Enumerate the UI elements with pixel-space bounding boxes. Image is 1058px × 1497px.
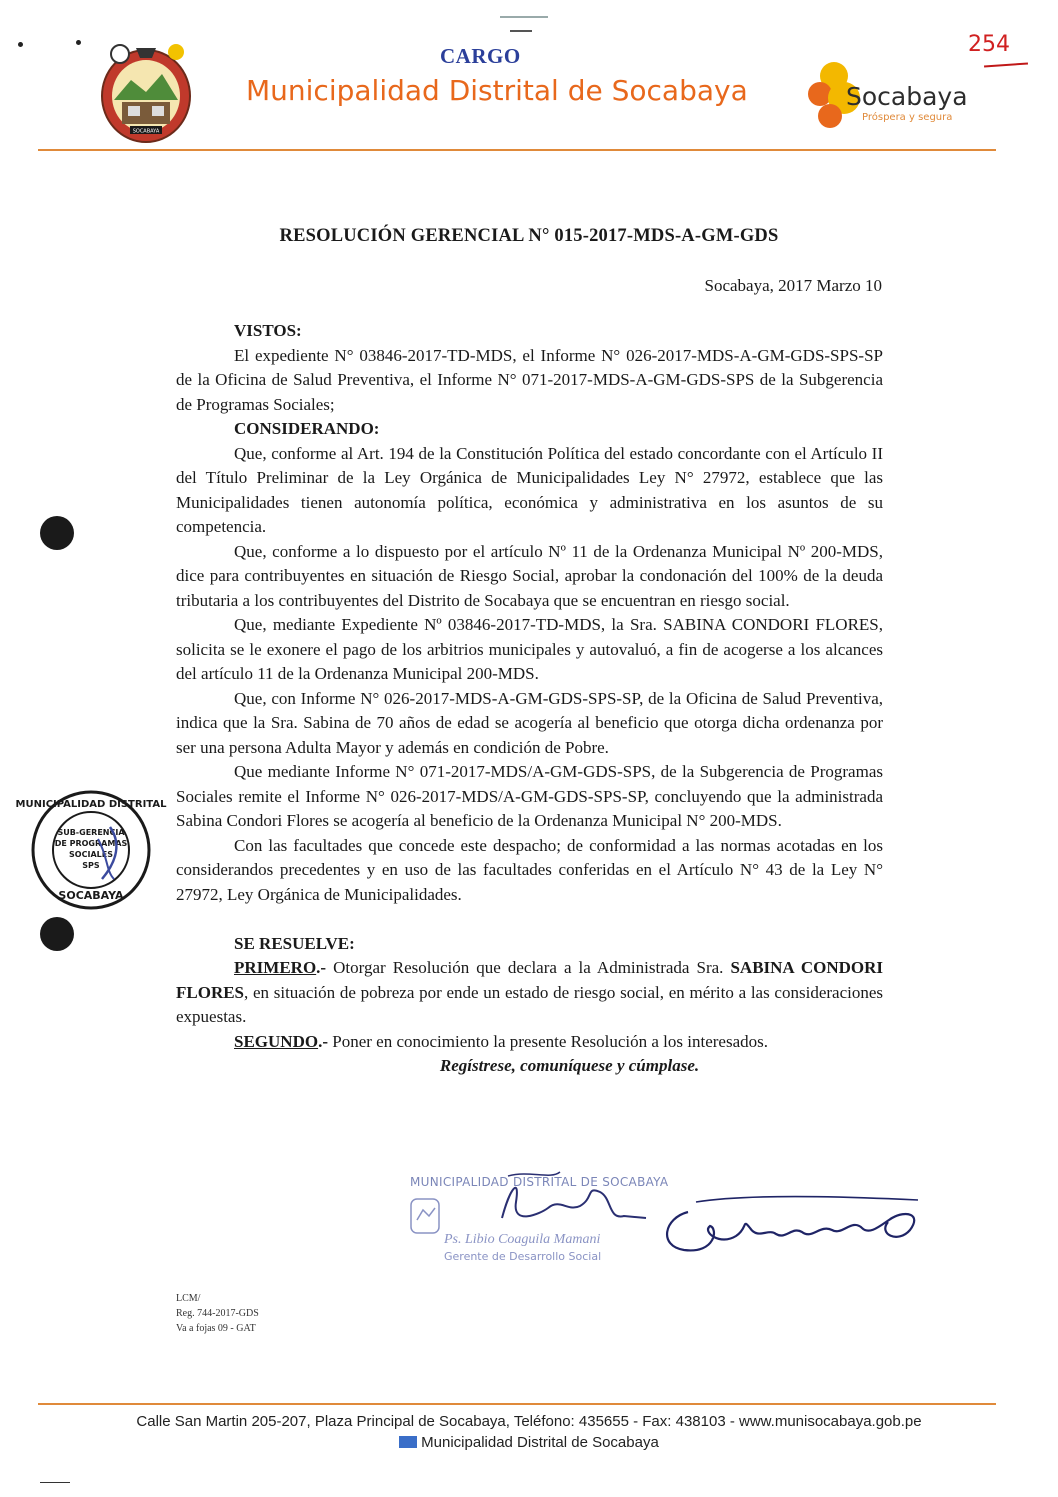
svg-text:SOCABAYA: SOCABAYA	[58, 889, 124, 902]
scan-mark	[76, 40, 81, 45]
considerando-paragraph: Que, conforme a lo dispuesto por el artículo Nº 11 de la Ordenanza Municipal Nº 200-MDS, dice para contribuyentes en situación de Riesgo Social, aprobar la condonación del 100% de la deuda tributaria a los contribuyentes del Distrito de Socabaya que se encuentran en riesgo social.	[176, 541, 883, 610]
document-body	[176, 319, 883, 1079]
scan-mark	[510, 30, 532, 32]
considerando-paragraph: Con las facultades que concede este despacho; de conformidad a las normas acotadas en los considerandos precedentes y en uso de las facultades conferidas en el Artículo N° 43 de la Ley N° 27972, Ley Orgánica de Municipalidades.	[176, 835, 883, 904]
municipal-crest-icon	[96, 40, 196, 146]
signatory-role: Gerente de Desarrollo Social	[444, 1250, 602, 1263]
signature-scribble-manager	[490, 1168, 650, 1238]
segundo-sep: .-	[318, 1031, 333, 1051]
considerando-paragraph: Que, mediante Expediente Nº 03846-2017-TD-MDS, la Sra. SABINA CONDORI FLORES, solicita se le exonere el pago de los arbitrios municipales y autovaluó, a fin de acogerse a los alcances del artículo 11 de la Ordenanza Municipal 200-MDS.	[176, 615, 883, 683]
facebook-icon	[399, 1436, 417, 1448]
reference-line: Va a fojas 09 - GAT	[176, 1323, 256, 1334]
svg-text:SPS: SPS	[82, 861, 100, 870]
resuelve-heading: SE RESUELVE:	[234, 933, 355, 953]
signature-recipient	[656, 1188, 936, 1268]
footer-org	[0, 1434, 1058, 1451]
svg-text:MUNICIPALIDAD DISTRITAL: MUNICIPALIDAD DISTRITAL	[15, 799, 167, 810]
signature-stamp-text: MUNICIPALIDAD DISTRITAL DE SOCABAYA	[410, 1175, 669, 1189]
footer-org-text: Municipalidad Distrital de Socabaya	[421, 1434, 659, 1451]
svg-text:SOCABAYA: SOCABAYA	[132, 128, 160, 135]
footer-address: Calle San Martin 205-207, Plaza Principal de Socabaya, Teléfono: 435655 - Fax: 438103 - www.munisocabaya.gob.pe	[136, 1413, 922, 1430]
document-date: Socabaya, 2017 Marzo 10	[704, 276, 882, 295]
considerando-paragraph: Que mediante Informe N° 071-2017-MDS/A-GM-GDS-SPS, de la Subgerencia de Programas Sociales remite el Informe N° 026-2017-MDS/A-GM-GDS-SPS-SP, concluyendo que la administrada Sabina Condori Flores se acogería al beneficio de la Ordenanza Municipal N° 200-MDS.	[176, 762, 883, 830]
punch-hole	[40, 917, 74, 951]
considerando-heading: CONSIDERANDO:	[234, 419, 380, 438]
considerando-paragraph: Que, conforme al Art. 194 de la Constitución Política del estado concordante con el Artículo II del Título Preliminar de la Ley Orgánica de Municipalidades Ley N° 27972, establece que las Municipalidades tienen autonomía política, económica y administrativa en los asuntos de su competencia.	[176, 443, 883, 536]
primero-article	[176, 956, 883, 1030]
page-number-underline	[984, 62, 1028, 67]
closing-formula: Regístrese, comuníquese y cúmplase.	[439, 1056, 700, 1075]
scan-mark	[18, 42, 23, 47]
vistos-heading: VISTOS:	[234, 321, 302, 340]
brand-tagline: Próspera y segura	[862, 112, 953, 123]
primero-name: SABINA CONDORI FLORES	[176, 958, 883, 1002]
document-references	[176, 1291, 259, 1336]
scan-mark	[40, 1482, 70, 1483]
primero-sep: .-	[316, 958, 334, 977]
org-name: Municipalidad Distrital de Socabaya	[246, 74, 748, 107]
segundo-label: SEGUNDO	[234, 1031, 319, 1051]
reference-line: LCM/	[176, 1293, 201, 1304]
footer-rule	[38, 1403, 996, 1405]
office-stamp-seal	[15, 787, 167, 913]
small-crest-icon	[408, 1196, 442, 1236]
primero-text-a: Otorgar Resolución que declara a la Administrada Sra.	[333, 958, 731, 977]
primero-label: PRIMERO	[234, 958, 317, 977]
svg-text:DE PROGRAMAS: DE PROGRAMAS	[54, 839, 128, 848]
scan-mark	[500, 16, 548, 18]
document-title: RESOLUCIÓN GERENCIAL N° 015-2017-MDS-A-GM-GDS	[279, 226, 779, 246]
brand-word: Socabaya	[846, 82, 968, 111]
svg-text:SOCIALES: SOCIALES	[69, 850, 113, 859]
cargo-stamp: CARGO	[440, 44, 521, 68]
svg-text:SUB-GERENCIA: SUB-GERENCIA	[57, 828, 125, 837]
punch-hole	[40, 516, 74, 550]
reference-line: Reg. 744-2017-GDS	[176, 1308, 259, 1319]
segundo-article	[176, 1030, 883, 1055]
page-number: 254	[968, 32, 1010, 57]
primero-text-b: , en situación de pobreza por ende un estado de riesgo social, en mérito a las consideraciones expuestas.	[176, 982, 883, 1026]
segundo-text: Poner en conocimiento la presente Resolución a los interesados.	[332, 1031, 768, 1051]
considerando-paragraph: Que, con Informe N° 026-2017-MDS-A-GM-GDS-SPS-SP, de la Oficina de Salud Preventiva, indica que la Sra. Sabina de 70 años de edad se acogería al beneficio que otorga dicha ordenanza por ser una persona Adulta Mayor y además en condición de Pobre.	[176, 688, 883, 757]
vistos-paragraph: El expediente N° 03846-2017-TD-MDS, el Informe N° 026-2017-MDS-A-GM-GDS-SPS-SP de la Oficina de Salud Preventiva, el Informe N° 071-2017-MDS-A-GM-GDS-SPS de la Subgerencia de Programas Sociales;	[176, 345, 883, 414]
signatory-name: Ps. Libio Coaguila Mamani	[444, 1232, 601, 1247]
header-rule	[38, 149, 996, 151]
